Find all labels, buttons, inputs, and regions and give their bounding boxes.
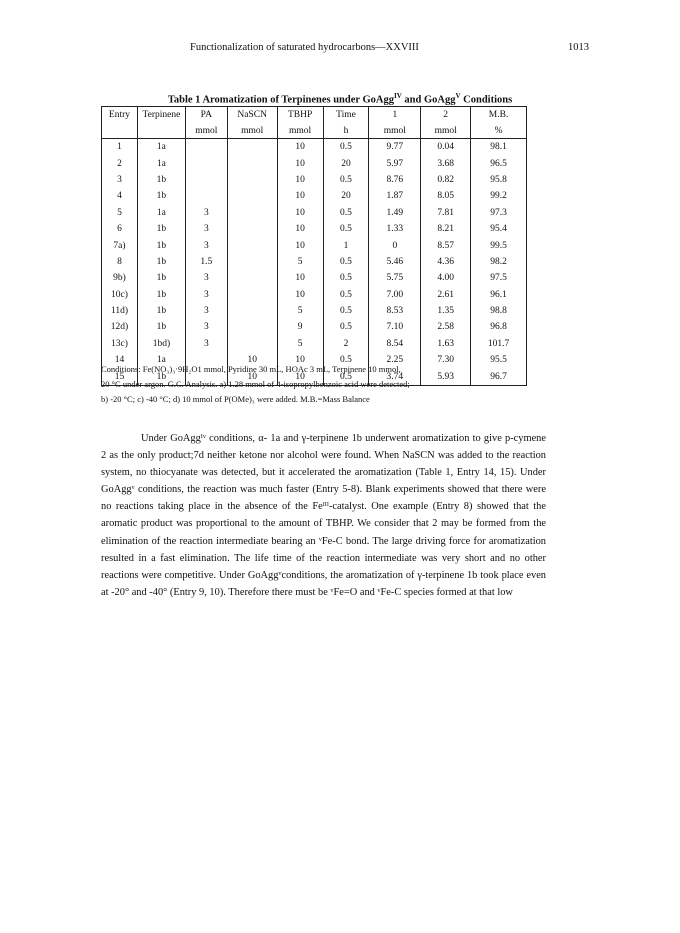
table-cell: 1b — [137, 319, 185, 335]
table-cell: 1b — [137, 172, 185, 188]
column-header: PA — [185, 107, 227, 124]
table-cell: 10 — [277, 172, 323, 188]
table-cell: 101.7 — [471, 336, 527, 352]
data-table — [101, 106, 527, 386]
column-unit: mmol — [227, 123, 277, 139]
table-cell — [227, 254, 277, 270]
table-row — [102, 155, 527, 171]
page-number: 1013 — [568, 42, 589, 53]
table-cell: 1.35 — [421, 303, 471, 319]
table-body — [102, 139, 527, 386]
table-row — [102, 139, 527, 156]
table-cell: 3 — [185, 319, 227, 335]
table-row — [102, 205, 527, 221]
table-cell: 3 — [185, 336, 227, 352]
table-cell: 5 — [277, 254, 323, 270]
caption-text-mid: and GoAgg — [401, 94, 456, 106]
table-cell: 8.53 — [369, 303, 421, 319]
table-cell: 0 — [369, 237, 421, 253]
column-header: Time — [323, 107, 369, 124]
table-cell: 9b) — [102, 270, 138, 286]
table-cell: 1b — [137, 270, 185, 286]
table-cell: 10 — [277, 221, 323, 237]
caption-text-pre: Table 1 Aromatization of Terpinenes under GoAgg — [167, 94, 394, 106]
table-cell: 7.10 — [369, 319, 421, 335]
table-cell: 99.2 — [471, 188, 527, 204]
table-cell: 10 — [277, 270, 323, 286]
table-cell: 2.61 — [421, 287, 471, 303]
column-header: NaSCN — [227, 107, 277, 124]
table-cell: 9 — [277, 319, 323, 335]
table-cell: 7a) — [102, 237, 138, 253]
table-cell: 3 — [185, 287, 227, 303]
table-cell — [185, 172, 227, 188]
table-cell: 13c) — [102, 336, 138, 352]
table-cell: 0.04 — [421, 139, 471, 156]
table-cell: 14 — [102, 352, 138, 368]
table-cell: 8 — [102, 254, 138, 270]
column-unit — [102, 123, 138, 139]
table-cell: 10 — [277, 139, 323, 156]
table-row — [102, 188, 527, 204]
table-cell: 1b — [137, 287, 185, 303]
table-cell: 1.5 — [185, 254, 227, 270]
table-cell: 1b — [137, 254, 185, 270]
table-cell: 15 — [102, 368, 138, 385]
table-cell: 5 — [277, 303, 323, 319]
header-row-names — [102, 107, 527, 124]
table-cell: 20 — [323, 155, 369, 171]
table-cell: 7.00 — [369, 287, 421, 303]
table-cell: 1 — [102, 139, 138, 156]
column-header: 1 — [369, 107, 421, 124]
table-cell — [227, 270, 277, 286]
column-unit: h — [323, 123, 369, 139]
table-cell: 2 — [102, 155, 138, 171]
table-cell: 10 — [227, 368, 277, 385]
footnote-conditions: Conditions: Fe(NO₃)₃·9H₂O1 mmol, Pyridine 30 mL, HOAc 3 mL, Terpinene 10 mmol, — [101, 364, 401, 374]
table-cell: 5.93 — [421, 368, 471, 385]
table-cell: 6 — [102, 221, 138, 237]
table-cell: 8.21 — [421, 221, 471, 237]
table-cell: 3.68 — [421, 155, 471, 171]
caption-text-post: Conditions — [460, 94, 513, 106]
table-cell: 12d) — [102, 319, 138, 335]
column-header: M.B. — [471, 107, 527, 124]
table-cell: 97.5 — [471, 270, 527, 286]
table-cell: 1b — [137, 188, 185, 204]
table-cell: 95.8 — [471, 172, 527, 188]
table-cell: 98.1 — [471, 139, 527, 156]
table-cell: 10 — [277, 205, 323, 221]
column-header: 2 — [421, 107, 471, 124]
column-unit — [137, 123, 185, 139]
footnote-notes: b) -20 °C; c) -40 °C; d) 10 mmol of P(OMe)₃ were added. M.B.=Mass Balance — [101, 394, 370, 404]
column-header: Terpinene — [137, 107, 185, 124]
table-cell: 8.54 — [369, 336, 421, 352]
table-cell — [227, 221, 277, 237]
table-cell: 1b — [137, 368, 185, 385]
column-unit: mmol — [369, 123, 421, 139]
table-cell: 96.1 — [471, 287, 527, 303]
table-cell — [185, 188, 227, 204]
table-cell: 1a — [137, 155, 185, 171]
table-cell: 1b — [137, 221, 185, 237]
column-unit: % — [471, 123, 527, 139]
table-cell: 20 — [323, 188, 369, 204]
table-cell: 3 — [185, 237, 227, 253]
table-row — [102, 254, 527, 270]
table-cell: 1.49 — [369, 205, 421, 221]
table-cell: 1a — [137, 352, 185, 368]
table-cell: 1.63 — [421, 336, 471, 352]
table-cell — [227, 205, 277, 221]
table-cell — [227, 287, 277, 303]
table-cell: 2.25 — [369, 352, 421, 368]
table-cell: 0.5 — [323, 172, 369, 188]
table-cell: 0.5 — [323, 287, 369, 303]
column-header: TBHP — [277, 107, 323, 124]
table-cell: 3 — [185, 221, 227, 237]
table-cell: 0.5 — [323, 221, 369, 237]
table-cell: 10 — [227, 352, 277, 368]
table-row — [102, 336, 527, 352]
table-cell: 5.75 — [369, 270, 421, 286]
table-cell: 8.05 — [421, 188, 471, 204]
table-cell — [227, 139, 277, 156]
table-cell: 3 — [185, 270, 227, 286]
table-cell: 5.46 — [369, 254, 421, 270]
caption-sup-1: IV — [393, 92, 402, 100]
table-cell: 96.5 — [471, 155, 527, 171]
table-cell — [227, 303, 277, 319]
table-cell: 9.77 — [369, 139, 421, 156]
table-cell: 11d) — [102, 303, 138, 319]
table-cell: 96.7 — [471, 368, 527, 385]
table-row — [102, 270, 527, 286]
table-cell: 10 — [277, 287, 323, 303]
table-cell: 96.8 — [471, 319, 527, 335]
table-cell — [185, 139, 227, 156]
table-cell: 99.5 — [471, 237, 527, 253]
table-cell: 0.82 — [421, 172, 471, 188]
column-unit: mmol — [185, 123, 227, 139]
table-cell — [227, 172, 277, 188]
table-cell: 10c) — [102, 287, 138, 303]
table-cell: 5 — [102, 205, 138, 221]
table-cell: 0.5 — [323, 368, 369, 385]
table-cell: 3 — [185, 205, 227, 221]
running-title: Functionalization of saturated hydrocarbons—XXVIII — [190, 42, 419, 53]
table-caption — [100, 92, 580, 106]
table-cell: 4 — [102, 188, 138, 204]
table-row — [102, 303, 527, 319]
table-cell: 1b — [137, 237, 185, 253]
table-cell — [227, 155, 277, 171]
table-cell: 95.5 — [471, 352, 527, 368]
table-cell: 10 — [277, 188, 323, 204]
table-cell — [227, 188, 277, 204]
table-row — [102, 221, 527, 237]
table-cell: 0.5 — [323, 254, 369, 270]
table-cell: 0.5 — [323, 303, 369, 319]
table-cell: 1.33 — [369, 221, 421, 237]
table-cell: 95.4 — [471, 221, 527, 237]
column-unit: mmol — [421, 123, 471, 139]
table-cell: 98.2 — [471, 254, 527, 270]
table-cell: 0.5 — [323, 319, 369, 335]
table-cell: 5.97 — [369, 155, 421, 171]
table-cell — [227, 237, 277, 253]
table-row — [102, 287, 527, 303]
table-cell: 1b — [137, 303, 185, 319]
table-cell: 2.58 — [421, 319, 471, 335]
table-cell: 0.5 — [323, 270, 369, 286]
table-cell: 97.3 — [471, 205, 527, 221]
table-cell: 0.5 — [323, 352, 369, 368]
caption-sup-2: V — [455, 92, 461, 100]
running-head — [0, 42, 680, 56]
table-cell: 1bd) — [137, 336, 185, 352]
table-row — [102, 237, 527, 253]
table-cell: 4.36 — [421, 254, 471, 270]
table-cell: 0.5 — [323, 205, 369, 221]
table-row — [102, 172, 527, 188]
table-cell: 1 — [323, 237, 369, 253]
column-header: Entry — [102, 107, 138, 124]
table-cell — [227, 336, 277, 352]
column-unit: mmol — [277, 123, 323, 139]
table-cell: 5 — [277, 336, 323, 352]
table-cell: 7.30 — [421, 352, 471, 368]
table-row — [102, 319, 527, 335]
table-cell: 1a — [137, 139, 185, 156]
body-paragraph — [101, 430, 546, 601]
footnote-analysis: 20 °C under argon. G.C. Analysis. a) 1.28 mmol of 4-isopropylbenzoic acid were detected; — [101, 379, 410, 389]
table-cell — [185, 155, 227, 171]
table-cell: 10 — [277, 237, 323, 253]
table-cell: 2 — [323, 336, 369, 352]
table-cell: 8.57 — [421, 237, 471, 253]
table-cell — [227, 319, 277, 335]
table-cell: 3 — [102, 172, 138, 188]
table-cell: 10 — [277, 368, 323, 385]
table-cell: 4.00 — [421, 270, 471, 286]
table-cell: 1.87 — [369, 188, 421, 204]
table-cell: 10 — [277, 352, 323, 368]
table-cell: 3 — [185, 303, 227, 319]
table-cell: 0.5 — [323, 139, 369, 156]
body-paragraph-text: Under GoAggᴵᵛ conditions, α- 1a and γ-terpinene 1b underwent aromatization to give p-cymene 2 as the only product;7d neither ketone nor alcohol were found. When NaSCN was added to the reaction system, no thiocyanate was detected, but it accelerated the aromatization (Table 1, Entry 14, 15). Under GoAggᵛ conditions, the reaction was much faster (Entry 5-8). Blank experiments showed that there were no reactions taking place in the absence of the Feᴵᴵᴵ-catalyst. One example (Entry 8) showed that the aromatic product was proportional to the amount of TBHP. We consider that 2 may be formed from the elimination of the reaction intermediate bearing an ᵛFe-C bond. The large driving force for aromatization resulted in a fast elimination. The life time of the reaction intermediate was very short and no other reactions were competitive. Under GoAggᵛconditions, the aromatization of γ-terpinene 1b took place even at -20° and -40° (Entry 9, 10). Therefore there must be ᵛFe=O and ᵛFe-C species formed at that low — [101, 433, 546, 598]
table-cell: 10 — [277, 155, 323, 171]
table-cell: 98.8 — [471, 303, 527, 319]
table-cell: 1a — [137, 205, 185, 221]
table-cell: 7.81 — [421, 205, 471, 221]
header-row-units — [102, 123, 527, 139]
table-cell: 8.76 — [369, 172, 421, 188]
table-cell: 3.74 — [369, 368, 421, 385]
